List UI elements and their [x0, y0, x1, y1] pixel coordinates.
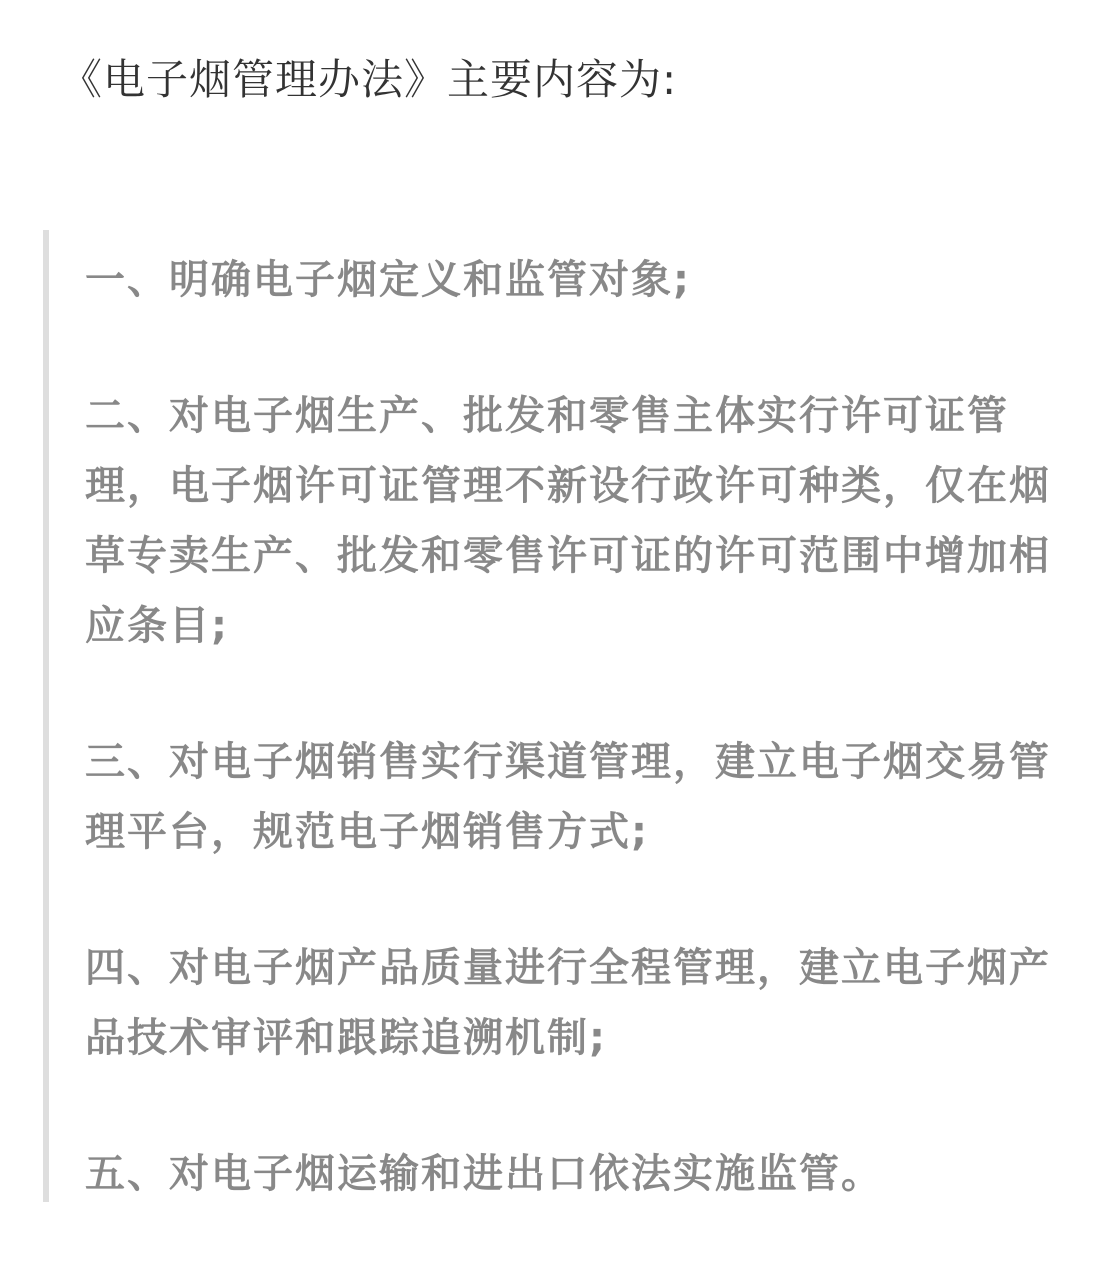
- blockquote: [43, 230, 1073, 1202]
- intro-heading: 《电子烟管理办法》主要内容为:: [60, 55, 678, 104]
- list-item: 二、对电子烟生产、批发和零售主体实行许可证管理，电子烟许可证管理不新设行政许可种类，仅在烟草专卖生产、批发和零售许可证的许可范围中增加相应条目;: [85, 393, 1051, 649]
- content-list: [85, 245, 1075, 1275]
- list-item: 三、对电子烟销售实行渠道管理，建立电子烟交易管理平台，规范电子烟销售方式;: [85, 739, 1051, 855]
- list-item: 五、对电子烟运输和进出口依法实施监管。: [85, 1151, 883, 1197]
- list-item: 四、对电子烟产品质量进行全程管理，建立电子烟产品技术审评和跟踪追溯机制;: [85, 945, 1051, 1061]
- list-item: 一、明确电子烟定义和监管对象;: [85, 257, 691, 303]
